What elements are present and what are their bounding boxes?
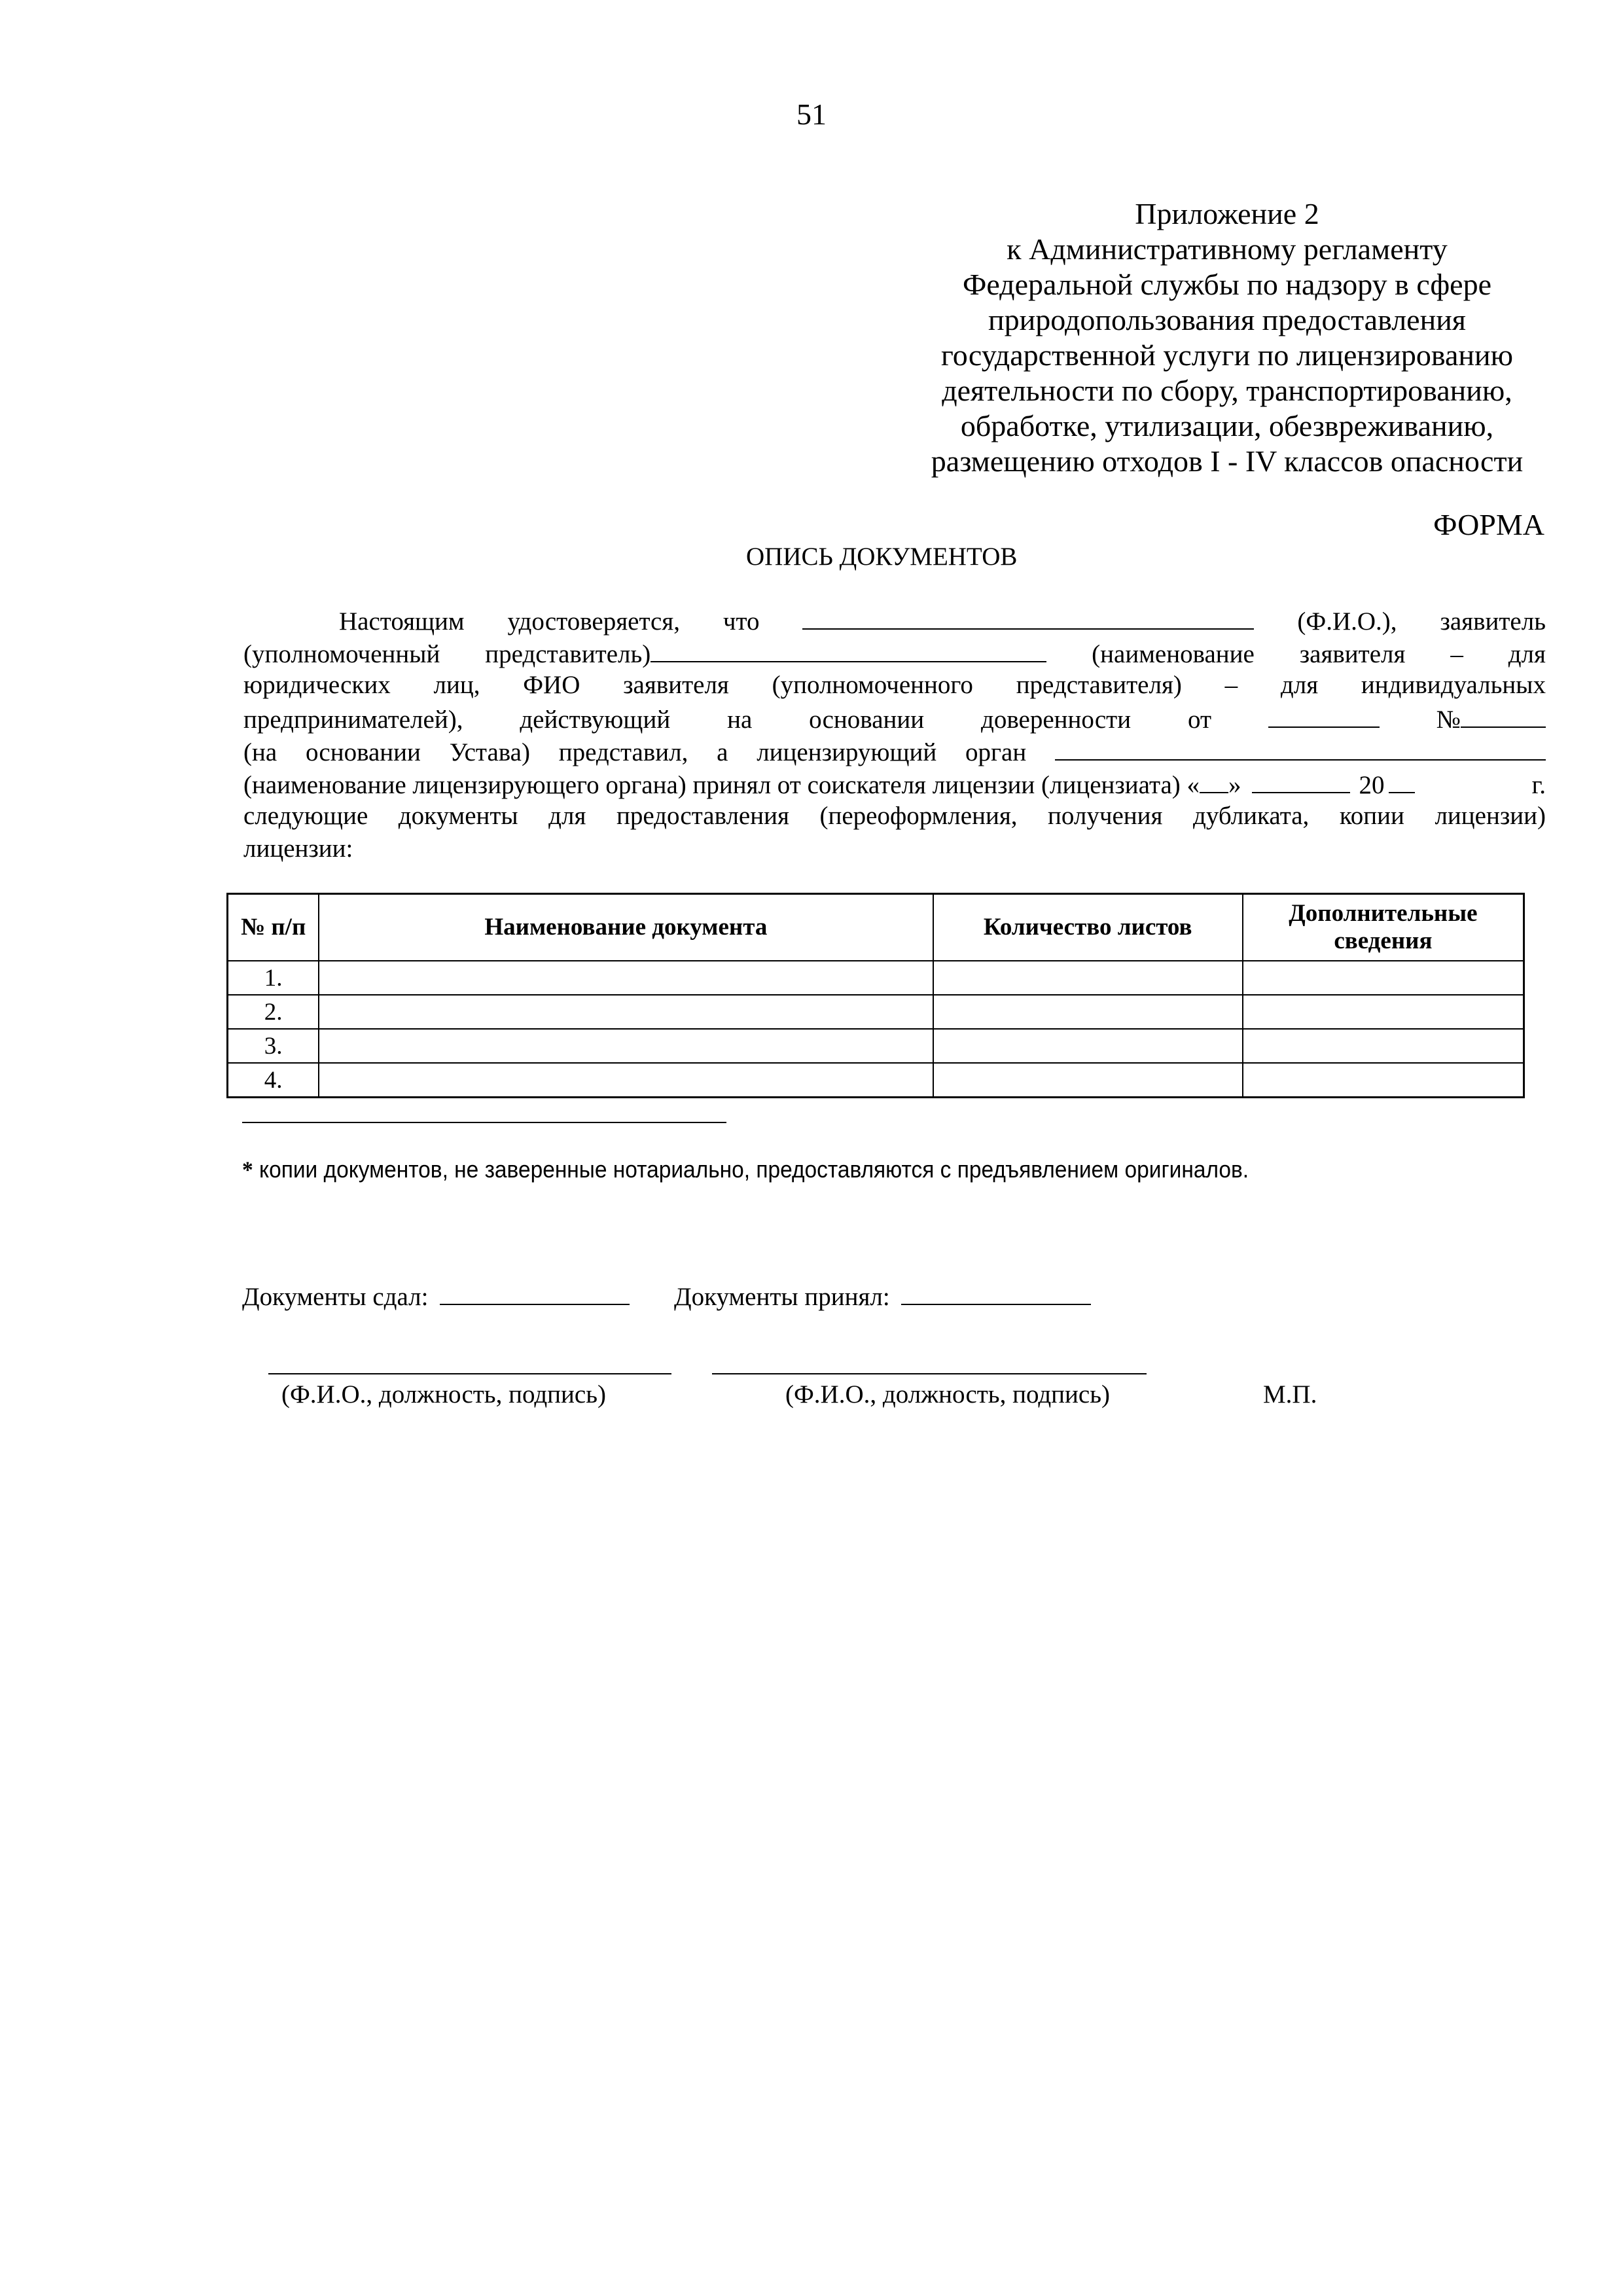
appendix-line: Федеральной службы по надзору в сфере [963,268,1491,301]
sheet-count-cell[interactable] [933,995,1243,1029]
table-row [228,1029,1524,1063]
licensing-authority-blank[interactable] [1055,736,1546,761]
table-row [228,1063,1524,1098]
table-header-row [228,894,1524,961]
table-row [228,995,1524,1029]
word: основании [305,738,421,766]
document-name-cell[interactable] [319,995,933,1029]
word: для [548,802,586,830]
word: копии [1339,802,1404,830]
word: – [1224,671,1238,699]
text-line-2 [243,637,1546,670]
word: доверенности [981,706,1132,734]
footnote-divider [242,1122,726,1123]
word: предоставления [616,802,789,830]
word: дубликата, [1193,802,1310,830]
document-name-cell[interactable] [319,1063,933,1098]
word: получения [1048,802,1163,830]
word: документы [398,802,518,830]
word: предпринимателей), [243,706,463,734]
word: а [717,738,728,766]
text-segment: 20 [1359,771,1385,799]
word: основании [809,706,925,734]
text-segment: (наименование лицензирующего органа) принял от соискателя лицензии (лицензиата) « [243,771,1200,799]
word: от [1187,706,1211,734]
appendix-block [844,196,1610,479]
sheet-count-cell[interactable] [933,961,1243,995]
word: лицензии: [243,834,353,863]
stamp-place: М.П. [1263,1380,1317,1408]
word: (переоформления, [819,802,1018,830]
documents-received-label: Документы принял: [674,1283,890,1311]
document-name-cell[interactable] [319,1029,933,1063]
appendix-line: государственной услуги по лицензированию [941,338,1513,372]
column-header-additional-info: Дополнительные сведения [1243,894,1524,961]
document-name-cell[interactable] [319,961,933,995]
signature-line-left[interactable] [268,1373,671,1374]
text-line-1 [243,605,1546,637]
signature-caption-right: (Ф.И.О., должность, подпись) [785,1380,1111,1408]
text-line-3 [243,670,1546,703]
word: – [1450,640,1463,668]
row-number: 3. [228,1029,319,1063]
text-line-4 [243,703,1546,736]
word: заявителя [623,671,729,699]
number-blank[interactable] [1461,703,1546,728]
word: заявитель [1440,607,1546,636]
column-header-number: № п/п [228,894,319,961]
word: лиц, [433,671,480,699]
word: ФИО [523,671,580,699]
word: Настоящим [339,607,465,636]
word: для [1508,640,1546,668]
text-segment: г. [1531,771,1546,799]
word: (уполномоченного [772,671,973,699]
word: что [722,607,760,636]
additional-info-cell[interactable] [1243,995,1524,1029]
documents-given-blank[interactable] [440,1280,630,1305]
word: (уполномоченный [243,640,440,668]
word: заявителя [1299,640,1406,668]
word: лицензии) [1435,802,1546,830]
text-line-8 [243,834,1546,867]
documents-given-label: Документы сдал: [242,1283,429,1311]
day-blank[interactable] [1200,768,1228,793]
word: на [727,706,753,734]
word: следующие [243,802,368,830]
text-line-7 [243,801,1546,834]
row-number: 2. [228,995,319,1029]
appendix-line: обработке, утилизации, обезвреживанию, [960,409,1494,442]
text-line-5 [243,736,1546,768]
table-row [228,961,1524,995]
date-blank[interactable] [1268,703,1380,728]
word: действующий [520,706,671,734]
footnote-star: * [242,1157,253,1183]
sheet-count-cell[interactable] [933,1063,1243,1098]
word: юридических [243,671,391,699]
row-number: 1. [228,961,319,995]
fio-blank[interactable] [802,605,1254,630]
word: (на [243,738,277,766]
text-segment: » [1228,771,1241,799]
column-header-document-name: Наименование документа [319,894,933,961]
word: орган [965,738,1027,766]
year-blank[interactable] [1389,768,1415,793]
appendix-line: природопользования предоставления [988,303,1466,336]
signature-caption-left: (Ф.И.О., должность, подпись) [281,1380,607,1408]
word: представителя) [1016,671,1182,699]
appendix-line: Приложение 2 [1135,197,1319,230]
column-header-sheet-count: Количество листов [933,894,1243,961]
documents-received-blank[interactable] [901,1280,1091,1305]
word: (наименование [1092,640,1255,668]
signature-line-right[interactable] [712,1373,1147,1374]
additional-info-cell[interactable] [1243,1029,1524,1063]
word: представил, [558,738,688,766]
form-label: ФОРМА [1433,508,1544,541]
row-number: 4. [228,1063,319,1098]
document-title: ОПИСЬ ДОКУМЕНТОВ [746,543,1018,571]
footnote-text: копии документов, не заверенные нотариально, предоставляются с предъявлением оригиналов. [259,1156,1249,1183]
word: удостоверяется, [507,607,680,636]
additional-info-cell[interactable] [1243,1063,1524,1098]
word: лицензирующий [757,738,937,766]
text-line-6 [243,768,1546,801]
documents-table [226,893,1525,1098]
representative-blank[interactable] [651,637,1046,662]
word: представитель) [485,640,651,668]
month-blank[interactable] [1252,768,1350,793]
word: Устава) [449,738,530,766]
word: (Ф.И.О.), [1297,607,1397,636]
additional-info-cell[interactable] [1243,961,1524,995]
documents-received [674,1280,1091,1312]
footnote [242,1156,1249,1183]
word: индивидуальных [1361,671,1546,699]
page-number: 51 [796,98,827,131]
word: № [1436,706,1461,734]
appendix-line: размещению отходов I - IV классов опасности [931,444,1524,478]
sheet-count-cell[interactable] [933,1029,1243,1063]
word: для [1280,671,1319,699]
appendix-line: к Административному регламенту [1007,232,1448,266]
documents-given [242,1280,630,1312]
appendix-line: деятельности по сбору, транспортированию, [942,374,1512,407]
